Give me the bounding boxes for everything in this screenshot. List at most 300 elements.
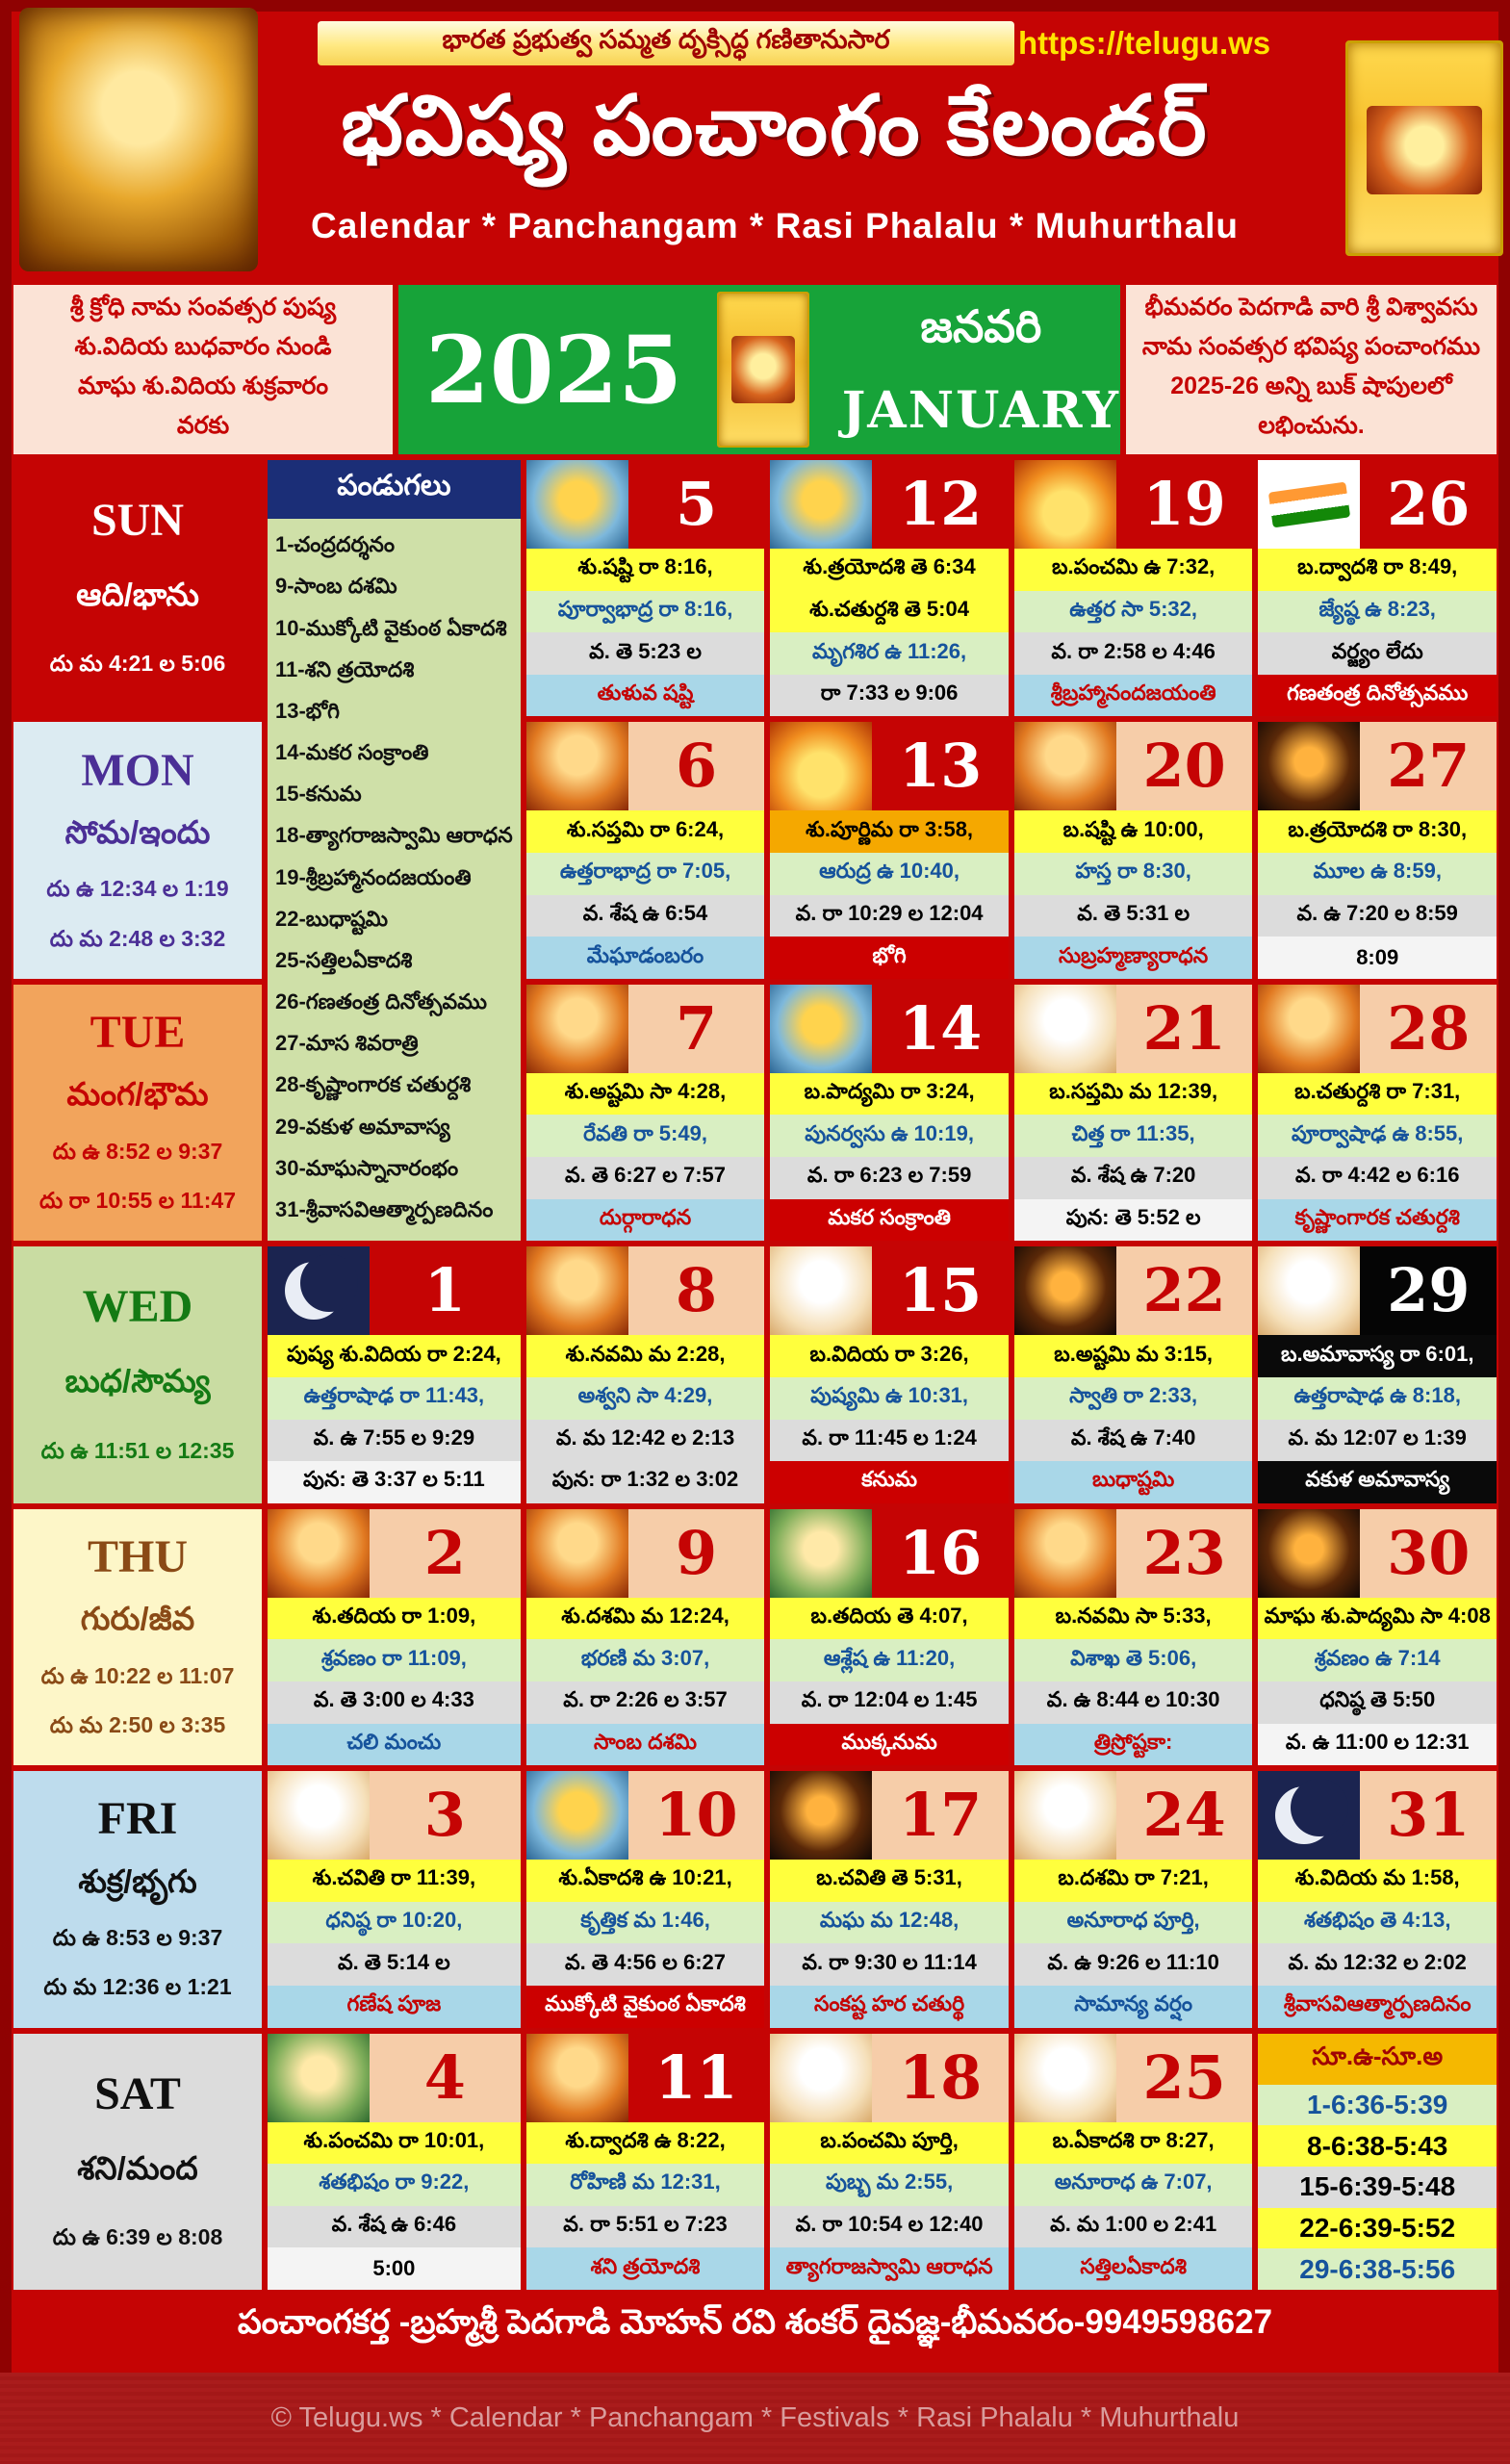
day-name-english: TUE bbox=[90, 1007, 186, 1059]
date-band bbox=[770, 460, 1009, 549]
festival-list-item: 29-వకుళ అమావాస్య bbox=[275, 1114, 450, 1139]
festival-list-item: 1-చంద్రదర్శనం bbox=[275, 532, 396, 557]
varjyam-line: వ. తె 5:31 ల bbox=[1014, 895, 1253, 937]
date-band bbox=[268, 1246, 521, 1335]
tithi-line: పుష్య శు.విదియ రా 2:24, bbox=[268, 1335, 521, 1377]
shiva-om-fire-image bbox=[1258, 722, 1360, 810]
date-band bbox=[268, 1771, 521, 1860]
durmuhurtham-time: దు ఉ 8:53 ల 9:37 bbox=[52, 1924, 223, 1950]
varjyam-line: వ. రా 10:29 ల 12:04 bbox=[770, 895, 1009, 937]
day-cell-8 bbox=[526, 1246, 765, 1502]
festival-list-item: 27-మాస శివరాత్రి bbox=[275, 1031, 419, 1056]
date-number: 27 bbox=[1387, 731, 1471, 802]
festival-line: సత్తిలఏకాదశి bbox=[1014, 2247, 1253, 2290]
date-number: 1 bbox=[423, 1255, 466, 1326]
durmuhurtham-time: దు మ 2:50 ల 3:35 bbox=[49, 1711, 226, 1737]
festival-line: వ. ఉ 11:00 ల 12:31 bbox=[1258, 1724, 1497, 1766]
day-label-mon bbox=[13, 722, 262, 978]
varjyam-line: మృగశిర ఉ 11:26, bbox=[770, 632, 1009, 675]
festival-line: సామాన్య వర్షం bbox=[1014, 1986, 1253, 2028]
tithi-line: బ.సప్తమి మ 12:39, bbox=[1014, 1073, 1253, 1116]
date-band bbox=[1014, 985, 1253, 1073]
festival-line: సాంబ దశమి bbox=[526, 1724, 765, 1766]
date-band bbox=[1014, 1246, 1253, 1335]
tithi-line: శు.సప్తమి రా 6:24, bbox=[526, 810, 765, 853]
day-cell-7 bbox=[526, 985, 765, 1241]
festivals-title: పండుగలు bbox=[268, 460, 521, 519]
day-cell-25 bbox=[1014, 2034, 1253, 2290]
day-cell-5 bbox=[526, 460, 765, 716]
devi-durga-image bbox=[1258, 985, 1360, 1073]
surya-halo-image bbox=[1014, 460, 1116, 549]
calendar-grid bbox=[13, 460, 1497, 2290]
festival-line: వకుళ అమావాస్య bbox=[1258, 1461, 1497, 1503]
note-line: మాఘ శు.విదియ శుక్రవారం bbox=[77, 372, 329, 399]
book-availability-note bbox=[1126, 285, 1497, 454]
date-number: 31 bbox=[1387, 1780, 1471, 1851]
date-number: 10 bbox=[654, 1780, 738, 1851]
date-number: 15 bbox=[898, 1255, 983, 1326]
crescent-moon-image bbox=[268, 1246, 370, 1335]
festival-list-item: 18-త్యాగరాజస్వామి ఆరాధన bbox=[275, 823, 513, 848]
date-number: 24 bbox=[1142, 1780, 1226, 1851]
date-number: 25 bbox=[1142, 2041, 1226, 2113]
tithi-line: బ.ద్వాదశి రా 8:49, bbox=[1258, 549, 1497, 591]
nakshatra-line: ధనిష్ఠ రా 10:20, bbox=[268, 1902, 521, 1944]
crescent-moon-image bbox=[1258, 1771, 1360, 1860]
festival-list-item: 22-బుధాష్టమి bbox=[275, 906, 389, 931]
ganesha-image bbox=[268, 1771, 370, 1860]
day-cell-29 bbox=[1258, 1246, 1497, 1502]
durga-lion-image bbox=[526, 722, 628, 810]
tithi-line: మాఘ శు.పాద్యమి సా 4:08 bbox=[1258, 1598, 1497, 1640]
festival-line: ముక్కనుమ bbox=[770, 1724, 1009, 1766]
nakshatra-line: చిత్త రా 11:35, bbox=[1014, 1115, 1253, 1157]
tithi-line: బ.చతుర్దశి రా 7:31, bbox=[1258, 1073, 1497, 1116]
day-label-sun bbox=[13, 460, 262, 716]
approval-strip: భారత ప్రభుత్వ సమ్మత దృక్సిద్ధ గణితానుసార bbox=[318, 21, 1014, 65]
varjyam-line: వ. ఉ 8:44 ల 10:30 bbox=[1014, 1681, 1253, 1724]
festival-list-item: 14-మకర సంక్రాంతి bbox=[275, 740, 429, 765]
page-title: భవిష్య పంచాంగం కేలండర్ bbox=[341, 80, 1209, 172]
festival-line: శ్రీవాసవిఆత్మార్పణదినం bbox=[1258, 1986, 1497, 2028]
date-band bbox=[1258, 460, 1497, 549]
note-line: శు.విదియ బుధవారం నుండి bbox=[74, 333, 332, 360]
festival-line: కనుమ bbox=[770, 1461, 1009, 1503]
day-name-english: SAT bbox=[94, 2067, 181, 2119]
nakshatra-line: భరణి మ 3:07, bbox=[526, 1639, 765, 1681]
festival-line: మేఘాడంబరం bbox=[526, 937, 765, 979]
date-band bbox=[770, 1771, 1009, 1860]
tithi-line: బ.అష్టమి మ 3:15, bbox=[1014, 1335, 1253, 1377]
site-url-link[interactable]: https://telugu.ws bbox=[1018, 25, 1271, 61]
tithi-line: బ.విదియ రా 3:26, bbox=[770, 1335, 1009, 1377]
date-band bbox=[1014, 2034, 1253, 2122]
sunrise-sunset-row: 29-6:38-5:56 bbox=[1258, 2248, 1497, 2290]
day-name-telugu: శుక్ర/భృగు bbox=[78, 1862, 197, 1899]
varjyam-line: వ. తె 5:23 ల bbox=[526, 632, 765, 675]
varjyam-line: వ. ఉ 7:55 ల 9:29 bbox=[268, 1420, 521, 1462]
day-cell-16 bbox=[770, 1509, 1009, 1765]
nakshatra-line: శ్రవణం రా 11:09, bbox=[268, 1639, 521, 1681]
day-cell-27 bbox=[1258, 722, 1497, 978]
date-band bbox=[1258, 1246, 1497, 1335]
date-band bbox=[1258, 722, 1497, 810]
month-name-english: JANUARY bbox=[841, 380, 1120, 440]
note-line: వరకు bbox=[176, 412, 230, 439]
durmuhurtham-time: దు ఉ 12:34 ల 1:19 bbox=[46, 876, 229, 902]
note-line: శ్రీ క్రోధి నామ సంవత్సర పుష్య bbox=[69, 294, 337, 321]
varjyam-line: వ. ఉ 7:20 ల 8:59 bbox=[1258, 895, 1497, 937]
varjyam-line: వ. రా 10:54 ల 12:40 bbox=[770, 2206, 1009, 2248]
day-label-thu bbox=[13, 1509, 262, 1765]
bhogi-bonfire-image bbox=[770, 722, 872, 810]
date-number: 4 bbox=[423, 2041, 466, 2113]
day-cell-23 bbox=[1014, 1509, 1253, 1765]
ganesha-shrine-image bbox=[526, 1246, 628, 1335]
nakshatra-line: స్వాతి రా 2:33, bbox=[1014, 1377, 1253, 1420]
festival-line: పున: రా 1:32 ల 3:02 bbox=[526, 1461, 765, 1503]
sunrise-sunset-row: 8-6:38-5:43 bbox=[1258, 2125, 1497, 2167]
nakshatra-line: ఉత్తరాషాఢ ఉ 8:18, bbox=[1258, 1377, 1497, 1420]
day-cell-13 bbox=[770, 722, 1009, 978]
surya-chariot-image bbox=[770, 985, 872, 1073]
day-name-english: WED bbox=[82, 1281, 193, 1333]
durmuhurtham-time: దు ఉ 10:22 ల 11:07 bbox=[40, 1662, 235, 1688]
tithi-line: శు.దశమి మ 12:24, bbox=[526, 1598, 765, 1640]
durmuhurtham-time: దు రా 10:55 ల 11:47 bbox=[39, 1187, 236, 1213]
festival-line: కృష్ణాంగారక చతుర్దశి bbox=[1258, 1199, 1497, 1242]
festival-line: త్యాగరాజస్వామి ఆరాధన bbox=[770, 2247, 1009, 2290]
day-name-telugu: శని/మంద bbox=[77, 2149, 198, 2186]
tithi-line: బ.పంచమి పూర్తి, bbox=[770, 2122, 1009, 2165]
day-cell-20 bbox=[1014, 722, 1253, 978]
festival-list-item: 9-సాంబ దశమి bbox=[275, 574, 397, 599]
day-cell-10 bbox=[526, 1771, 765, 2027]
varjyam-line: వ. తె 5:14 ల bbox=[268, 1943, 521, 1986]
varjyam-line: వ. శేష ఉ 7:40 bbox=[1014, 1420, 1253, 1462]
nakshatra-line: పుష్యమి ఉ 10:31, bbox=[770, 1377, 1009, 1420]
durmuhurtham-time: దు ఉ 6:39 ల 8:08 bbox=[52, 2223, 223, 2249]
tithi-line: శు.విదియ మ 1:58, bbox=[1258, 1860, 1497, 1902]
varjyam-line: వ. మ 1:00 ల 2:41 bbox=[1014, 2206, 1253, 2248]
tithi-line: బ.దశమి రా 7:21, bbox=[1014, 1860, 1253, 1902]
tyagaraja-image bbox=[770, 2034, 872, 2122]
date-number: 18 bbox=[898, 2041, 983, 2113]
sunrise-sunset-row: 22-6:39-5:52 bbox=[1258, 2208, 1497, 2249]
copyright-line: © Telugu.ws * Calendar * Panchangam * Festivals * Rasi Phalalu * Muhurthalu bbox=[270, 2402, 1240, 2433]
day-cell-21 bbox=[1014, 985, 1253, 1241]
nakshatra-line: కృత్తిక మ 1:46, bbox=[526, 1902, 765, 1944]
samvatsara-note bbox=[13, 285, 393, 454]
festival-list-item: 10-ముక్కోటి వైకుంఠ ఏకాదశి bbox=[275, 615, 507, 640]
festival-line: గణతంత్ర దినోత్సవము bbox=[1258, 675, 1497, 717]
surya-chariot-image bbox=[770, 460, 872, 549]
date-band bbox=[1258, 985, 1497, 1073]
date-number: 21 bbox=[1142, 992, 1226, 1064]
sunrise-sunset-row: 15-6:39-5:48 bbox=[1258, 2167, 1497, 2208]
day-cell-24 bbox=[1014, 1771, 1253, 2027]
nakshatra-line: ఆశ్లేష ఉ 11:20, bbox=[770, 1639, 1009, 1681]
day-cell-1 bbox=[268, 1246, 521, 1502]
sunrise-sunset-table bbox=[1258, 2034, 1497, 2290]
ganesha-image bbox=[19, 8, 258, 271]
shiva-image bbox=[268, 1509, 370, 1598]
tithi-line: శు.పంచమి రా 10:01, bbox=[268, 2122, 521, 2165]
tithi-line: బ.త్రయోదశి రా 8:30, bbox=[1258, 810, 1497, 853]
nakshatra-line: మఘ మ 12:48, bbox=[770, 1902, 1009, 1944]
day-label-tue bbox=[13, 985, 262, 1241]
nakshatra-line: శు.చతుర్దశి తె 5:04 bbox=[770, 591, 1009, 633]
nakshatra-line: ఉత్తరాభాద్ర రా 7:05, bbox=[526, 853, 765, 895]
shiva-parvati-image bbox=[526, 1509, 628, 1598]
date-number: 30 bbox=[1387, 1517, 1471, 1588]
nakshatra-line: పూర్వాభాద్ర రా 8:16, bbox=[526, 591, 765, 633]
festival-line: 5:00 bbox=[268, 2247, 521, 2290]
footer bbox=[0, 2290, 1510, 2464]
nakshatra-line: శ్రవణం ఉ 7:14 bbox=[1258, 1639, 1497, 1681]
date-number: 17 bbox=[898, 1780, 983, 1851]
vishnu-seated-image bbox=[1014, 2034, 1116, 2122]
day-cell-28 bbox=[1258, 985, 1497, 1241]
festival-list-item: 19-శ్రీబ్రహ్మానందజయంతి bbox=[275, 864, 472, 889]
date-number: 12 bbox=[898, 469, 983, 539]
day-name-english: MON bbox=[81, 744, 194, 796]
tithi-line: బ.తదియ తె 4:07, bbox=[770, 1598, 1009, 1640]
nakshatra-line: ఉత్తరాషాఢ రా 11:43, bbox=[268, 1377, 521, 1420]
republic-day-flag-image bbox=[1258, 460, 1360, 549]
date-band bbox=[268, 2034, 521, 2122]
varjyam-line: వ. రా 6:23 ల 7:59 bbox=[770, 1157, 1009, 1199]
day-cell-18 bbox=[770, 2034, 1009, 2290]
day-cell-3 bbox=[268, 1771, 521, 2027]
day-name-telugu: గురు/జీవ bbox=[80, 1601, 195, 1637]
nakshatra-line: పునర్వసు ఉ 10:19, bbox=[770, 1115, 1009, 1157]
varjyam-line: ధనిష్ఠ తె 5:50 bbox=[1258, 1681, 1497, 1724]
tithi-line: బ.చవితి తె 5:31, bbox=[770, 1860, 1009, 1902]
date-band bbox=[526, 1771, 765, 1860]
tithi-line: బ.అమావాస్య రా 6:01, bbox=[1258, 1335, 1497, 1377]
day-name-telugu: సోమ/ఇందు bbox=[64, 813, 211, 850]
date-number: 16 bbox=[898, 1517, 983, 1588]
festival-line: రా 7:33 ల 9:06 bbox=[770, 675, 1009, 717]
varjyam-line: వ. తె 6:27 ల 7:57 bbox=[526, 1157, 765, 1199]
date-band bbox=[770, 722, 1009, 810]
festival-line: త్రిస్రోష్టకా: bbox=[1014, 1724, 1253, 1766]
nakshatra-line: ఉత్తర సా 5:32, bbox=[1014, 591, 1253, 633]
date-number: 7 bbox=[675, 992, 718, 1064]
tithi-line: శు.షష్టి రా 8:16, bbox=[526, 549, 765, 591]
day-cell-15 bbox=[770, 1246, 1009, 1502]
month-name-telugu: జనవరి bbox=[920, 300, 1042, 351]
date-number: 14 bbox=[898, 992, 983, 1064]
sunrise-sunset-row: 1-6:36-5:39 bbox=[1258, 2085, 1497, 2126]
date-number: 23 bbox=[1142, 1517, 1226, 1588]
varjyam-line: వ. ఉ 9:26 ల 11:10 bbox=[1014, 1943, 1253, 1986]
festival-line: ముక్కోటి వైకుంఠ ఏకాదశి bbox=[526, 1986, 765, 2028]
day-cell-6 bbox=[526, 722, 765, 978]
festival-list-item: 28-కృష్ణాంగారక చతుర్దశి bbox=[275, 1072, 472, 1097]
day-name-english: FRI bbox=[97, 1793, 178, 1845]
festival-line: పున: తె 5:52 ల bbox=[1014, 1199, 1253, 1242]
festival-list-item: 25-సత్తిలఏకాదశి bbox=[275, 947, 413, 972]
note-line: 2025-26 అన్ని బుక్ షాపులలో bbox=[1170, 372, 1452, 399]
date-band bbox=[526, 722, 765, 810]
varjyam-line: వ. రా 4:42 ల 6:16 bbox=[1258, 1157, 1497, 1199]
tithi-line: శు.నవమి మ 2:28, bbox=[526, 1335, 765, 1377]
varjyam-line: వ. మ 12:42 ల 2:13 bbox=[526, 1420, 765, 1462]
panchangam-book-image bbox=[1345, 40, 1503, 256]
day-cell-11 bbox=[526, 2034, 765, 2290]
nakshatra-line: రోహిణి మ 12:31, bbox=[526, 2164, 765, 2206]
day-name-english: THU bbox=[87, 1530, 188, 1582]
day-cell-12 bbox=[770, 460, 1009, 716]
date-band bbox=[770, 985, 1009, 1073]
day-label-wed bbox=[13, 1246, 262, 1502]
garuda-image bbox=[526, 2034, 628, 2122]
murugan-family-image bbox=[1014, 722, 1116, 810]
date-number: 26 bbox=[1387, 469, 1471, 539]
varjyam-line: వ. మ 12:07 ల 1:39 bbox=[1258, 1420, 1497, 1462]
krishna-cow-image bbox=[268, 2034, 370, 2122]
durmuhurtham-time: దు ఉ 11:51 ల 12:35 bbox=[40, 1437, 235, 1463]
varjyam-line: వ. రా 12:04 ల 1:45 bbox=[770, 1681, 1009, 1724]
varjyam-line: వ. తె 4:56 ల 6:27 bbox=[526, 1943, 765, 1986]
durga-image bbox=[1014, 1509, 1116, 1598]
tithi-line: బ.ఏకాదశి రా 8:27, bbox=[1014, 2122, 1253, 2165]
nakshatra-line: హస్త రా 8:30, bbox=[1014, 853, 1253, 895]
date-band bbox=[1258, 1771, 1497, 1860]
year-band bbox=[0, 279, 1510, 460]
note-line: భీమవరం పెదగాడి వారి శ్రీ విశ్వావసు bbox=[1144, 294, 1478, 321]
date-band bbox=[770, 2034, 1009, 2122]
tithi-line: శు.త్రయోదశి తె 6:34 bbox=[770, 549, 1009, 591]
festival-line: 8:09 bbox=[1258, 937, 1497, 979]
krishna-cows-image bbox=[770, 1509, 872, 1598]
festival-list-item: 26-గణతంత్ర దినోత్సవము bbox=[275, 989, 488, 1014]
festivals-list bbox=[268, 519, 521, 1241]
garuda-vishnu-image bbox=[526, 1771, 628, 1860]
tithi-line: శు.ద్వాదశి ఉ 8:22, bbox=[526, 2122, 765, 2165]
date-band bbox=[526, 460, 765, 549]
date-number: 13 bbox=[898, 731, 983, 802]
date-band bbox=[526, 985, 765, 1073]
tithi-line: శు.చవితి రా 11:39, bbox=[268, 1860, 521, 1902]
date-band bbox=[1014, 1509, 1253, 1598]
date-band bbox=[526, 2034, 765, 2122]
nakshatra-line: పూర్వాషాఢ ఉ 8:55, bbox=[1258, 1115, 1497, 1157]
date-number: 20 bbox=[1142, 731, 1226, 802]
nakshatra-line: అశ్వని సా 4:29, bbox=[526, 1377, 765, 1420]
varjyam-line: వర్జ్యం లేదు bbox=[1258, 632, 1497, 675]
durmuhurtham-time: దు ఉ 8:52 ల 9:37 bbox=[52, 1138, 223, 1164]
festival-line: తుళువ షష్టి bbox=[526, 675, 765, 717]
date-band bbox=[1014, 460, 1253, 549]
festival-line: మకర సంక్రాంతి bbox=[770, 1199, 1009, 1242]
hanuman-image bbox=[1014, 1771, 1116, 1860]
festival-line: బుధాష్టమి bbox=[1014, 1461, 1253, 1503]
tithi-line: బ.నవమి సా 5:33, bbox=[1014, 1598, 1253, 1640]
durmuhurtham-time: దు మ 2:48 ల 3:32 bbox=[49, 925, 226, 951]
nakshatra-line: శతభిషం తె 4:13, bbox=[1258, 1902, 1497, 1944]
nakshatra-line: శతభిషం రా 9:22, bbox=[268, 2164, 521, 2206]
day-name-english: SUN bbox=[90, 495, 185, 547]
day-cell-30 bbox=[1258, 1509, 1497, 1765]
tithi-line: బ.పాద్యమి రా 3:24, bbox=[770, 1073, 1009, 1116]
copyright-band bbox=[0, 2373, 1510, 2464]
festival-line: పున: తె 3:37 ల 5:11 bbox=[268, 1461, 521, 1503]
festival-line: చలి మంచు bbox=[268, 1724, 521, 1766]
date-band bbox=[770, 1246, 1009, 1335]
day-name-telugu: బుధ/సౌమ్య bbox=[64, 1363, 211, 1399]
year-label: 2025 bbox=[425, 315, 683, 424]
festival-line: సంకష్ట హర చతుర్థి bbox=[770, 1986, 1009, 2028]
meditating-glow-image bbox=[1014, 1246, 1116, 1335]
nakshatra-line: ఆరుద్ర ఉ 10:40, bbox=[770, 853, 1009, 895]
varjyam-line: వ. శేష ఉ 6:54 bbox=[526, 895, 765, 937]
note-line: లభించును. bbox=[1258, 412, 1365, 439]
nakshatra-line: అనూరాధ ఉ 7:07, bbox=[1014, 2164, 1253, 2206]
date-band bbox=[1014, 1771, 1253, 1860]
day-label-fri bbox=[13, 1771, 262, 2027]
day-cell-14 bbox=[770, 985, 1009, 1241]
festival-list-item: 31-శ్రీవాసవిఆత్మార్పణదినం bbox=[275, 1196, 494, 1221]
varjyam-line: వ. శేష ఉ 7:20 bbox=[1014, 1157, 1253, 1199]
festival-line: భోగి bbox=[770, 937, 1009, 979]
varjyam-line: వ. శేష ఉ 6:46 bbox=[268, 2206, 521, 2248]
day-cell-4 bbox=[268, 2034, 521, 2290]
date-band bbox=[1014, 722, 1253, 810]
festival-line: శని త్రయోదశి bbox=[526, 2247, 765, 2290]
nakshatra-line: అనూరాధ పూర్తి, bbox=[1014, 1902, 1253, 1944]
varjyam-line: వ. తె 3:00 ల 4:33 bbox=[268, 1681, 521, 1724]
date-band bbox=[770, 1509, 1009, 1598]
day-name-telugu: ఆది/భాను bbox=[76, 577, 199, 613]
varjyam-line: వ. రా 11:45 ల 1:24 bbox=[770, 1420, 1009, 1462]
varjyam-line: వ. రా 2:58 ల 4:46 bbox=[1014, 632, 1253, 675]
date-band bbox=[1258, 1509, 1497, 1598]
ganesha-dark-image bbox=[770, 1771, 872, 1860]
festival-line: దుర్గారాధన bbox=[526, 1199, 765, 1242]
tithi-line: శు.ఏకాదశి ఉ 10:21, bbox=[526, 1860, 765, 1902]
day-cell-9 bbox=[526, 1509, 765, 1765]
date-band bbox=[526, 1246, 765, 1335]
day-label-sat bbox=[13, 2034, 262, 2290]
festival-list-item: 11-శని త్రయోదశి bbox=[275, 656, 415, 681]
festival-list-item: 15-కనుమ bbox=[275, 782, 362, 807]
varjyam-line: వ. రా 5:51 ల 7:23 bbox=[526, 2206, 765, 2248]
lakshmi-lotus-image bbox=[1014, 985, 1116, 1073]
day-cell-17 bbox=[770, 1771, 1009, 2027]
nakshatra-line: రేవతి రా 5:49, bbox=[526, 1115, 765, 1157]
date-band bbox=[526, 1509, 765, 1598]
day-cell-19 bbox=[1014, 460, 1253, 716]
note-line: నామ సంవత్సర భవిష్య పంచాంగము bbox=[1141, 333, 1481, 360]
day-cell-22 bbox=[1014, 1246, 1253, 1502]
tithi-line: బ.షష్టి ఉ 10:00, bbox=[1014, 810, 1253, 853]
nakshatra-line: పుబ్బ మ 2:55, bbox=[770, 2164, 1009, 2206]
date-number: 2 bbox=[423, 1517, 466, 1588]
date-number: 3 bbox=[423, 1780, 466, 1851]
day-cell-26 bbox=[1258, 460, 1497, 716]
date-number: 29 bbox=[1387, 1255, 1471, 1326]
date-band bbox=[268, 1509, 521, 1598]
header bbox=[0, 0, 1510, 279]
date-number: 19 bbox=[1142, 469, 1226, 539]
festival-list-item: 13-భోగి bbox=[275, 698, 340, 723]
varjyam-line: వ. మ 12:32 ల 2:02 bbox=[1258, 1943, 1497, 1986]
date-number: 9 bbox=[675, 1517, 718, 1588]
